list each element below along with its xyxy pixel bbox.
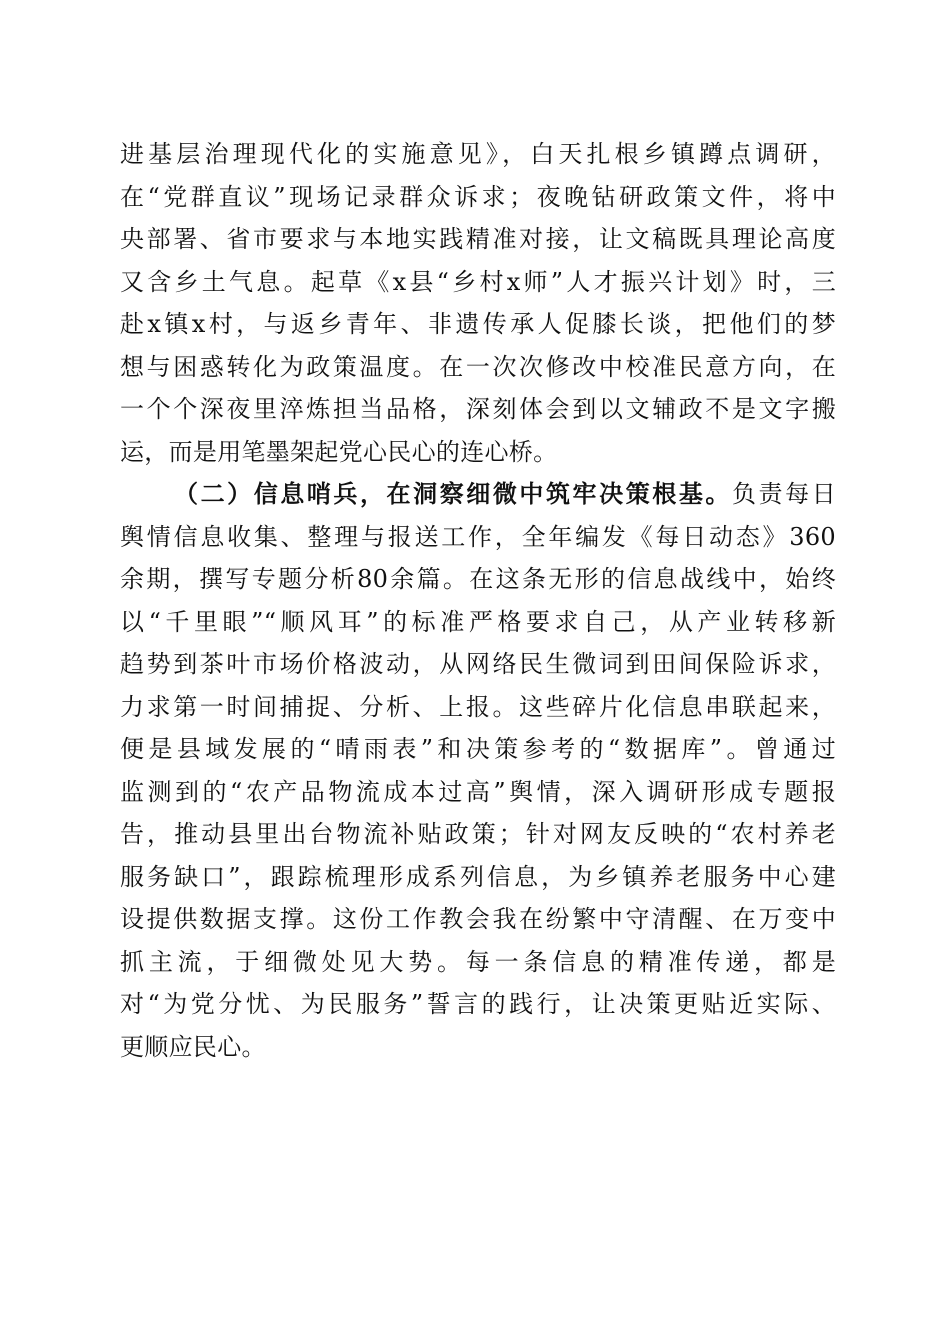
text-span: 负责每日 bbox=[731, 480, 836, 508]
paragraph-1 bbox=[120, 133, 836, 473]
text-line: 想与困惑转化为政策温度。在一次次修改中校准民意方向，在 bbox=[120, 352, 836, 381]
text-line: 在“党群直议”现场记录群众诉求；夜晚钻研政策文件，将中 bbox=[120, 182, 836, 211]
text-line: 央部署、省市要求与本地实践精准对接，让文稿既具理论高度 bbox=[120, 225, 836, 253]
body-text bbox=[120, 133, 836, 1068]
text-line: 又含乡土气息。起草《x县“乡村x师”人才振兴计划》时，三 bbox=[120, 267, 836, 296]
text-line: 进基层治理现代化的实施意见》，白天扎根乡镇蹲点调研， bbox=[120, 140, 836, 168]
paragraph-2 bbox=[120, 473, 836, 1068]
text-line: 抓主流，于细微处见大势。每一条信息的精准传递，都是 bbox=[120, 947, 836, 976]
text-line: 便是县域发展的“晴雨表”和决策参考的“数据库”。曾通过 bbox=[120, 735, 836, 763]
text-line: 赴x镇x村，与返乡青年、非遗传承人促膝长谈，把他们的梦 bbox=[120, 310, 836, 338]
text-line: 以“千里眼”“顺风耳”的标准严格要求自己，从产业转移新 bbox=[120, 607, 836, 636]
text-line: 对“为党分忧、为民服务”誓言的践行，让决策更贴近实际、 bbox=[120, 990, 836, 1018]
text-line: 更顺应民心。 bbox=[120, 1032, 266, 1061]
text-line: 趋势到茶叶市场价格波动，从网络民生微词到田间保险诉求， bbox=[120, 650, 836, 678]
text-line: 余期，撰写专题分析80余篇。在这条无形的信息战线中，始终 bbox=[120, 565, 836, 593]
text-line: 舆情信息收集、整理与报送工作，全年编发《每日动态》360 bbox=[120, 522, 836, 551]
text-line: 告，推动县里出台物流补贴政策；针对网友反映的“农村养老 bbox=[120, 820, 836, 848]
section-heading-line bbox=[120, 473, 836, 516]
text-line: 运，而是用笔墨架起党心民心的连心桥。 bbox=[120, 437, 558, 466]
text-line: 设提供数据支撑。这份工作教会我在纷繁中守清醒、在万变中 bbox=[120, 905, 836, 933]
text-line: 力求第一时间捕捉、分析、上报。这些碎片化信息串联起来， bbox=[120, 692, 836, 721]
text-line: 一个个深夜里淬炼担当品格，深刻体会到以文辅政不是文字搬 bbox=[120, 395, 836, 423]
text-line: 监测到的“农产品物流成本过高”舆情，深入调研形成专题报 bbox=[120, 777, 836, 806]
section-heading: （二）信息哨兵，在洞察细微中筑牢决策根基。 bbox=[174, 479, 732, 508]
text-line: 服务缺口”，跟踪梳理形成系列信息，为乡镇养老服务中心建 bbox=[120, 862, 836, 891]
